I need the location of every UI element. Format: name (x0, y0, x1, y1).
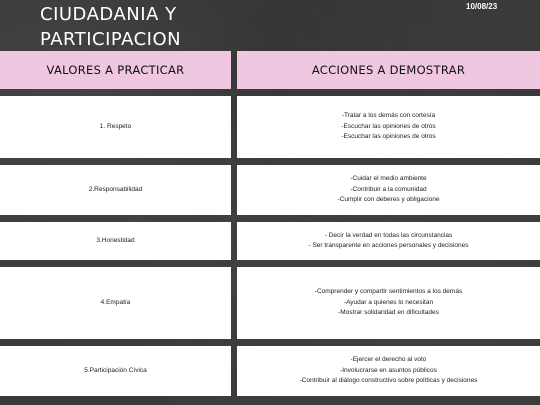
action-item: -Escuchar las opiniones de otros (341, 122, 436, 130)
title-line-1: CIUDADANIA Y (40, 4, 177, 25)
action-item: -Cumplir con deberes y obligacione (337, 196, 440, 204)
action-item: -Ejercer el derecho al voto (350, 356, 427, 364)
action-item: -Ayudar a quienes lo necesitan (343, 298, 434, 306)
table-row-value: 4.Empatía (0, 267, 231, 339)
action-item: - Decir la verdad en todas las circunstancias (324, 231, 453, 239)
table-row-actions (237, 222, 540, 260)
page-title (40, 2, 181, 52)
table-row-actions (237, 267, 540, 339)
table-row-value: 5.Participación Cívica (0, 346, 231, 396)
action-item: -Escuchar las opiniones de otros (341, 133, 436, 141)
table-row-value: 3.Honestidad (0, 222, 231, 260)
action-item: -Mostrar solidaridad en dificultades (338, 309, 439, 317)
table-row-actions (237, 96, 540, 158)
table-row-actions (237, 346, 540, 396)
action-item: -Cuidar el medio ambiente (350, 175, 427, 183)
column-header-actions: ACCIONES A DEMOSTRAR (237, 51, 540, 89)
column-header-values: VALORES A PRACTICAR (0, 51, 231, 89)
action-item: -Contribuir al diálogo constructivo sobre políticas y decisiones (299, 377, 478, 385)
title-line-2: PARTICIPACION (40, 29, 182, 50)
action-item: -Tratar a los demás con cortesía (341, 112, 436, 120)
table-row-value: 2.Responsabilidad (0, 165, 231, 215)
action-item: -Involucrarse en asuntos públicos (340, 366, 437, 374)
table-row-value: 1. Respeto (0, 96, 231, 158)
action-item: -Comprender y compartir sentimientos a los demás (314, 288, 463, 296)
action-item: -Contribuir a la comunidad (350, 185, 427, 193)
date-label: 10/08/23 (466, 2, 498, 11)
action-item: - Ser transparente en acciones personales y decisiones (308, 242, 469, 249)
table-row-actions (237, 165, 540, 215)
